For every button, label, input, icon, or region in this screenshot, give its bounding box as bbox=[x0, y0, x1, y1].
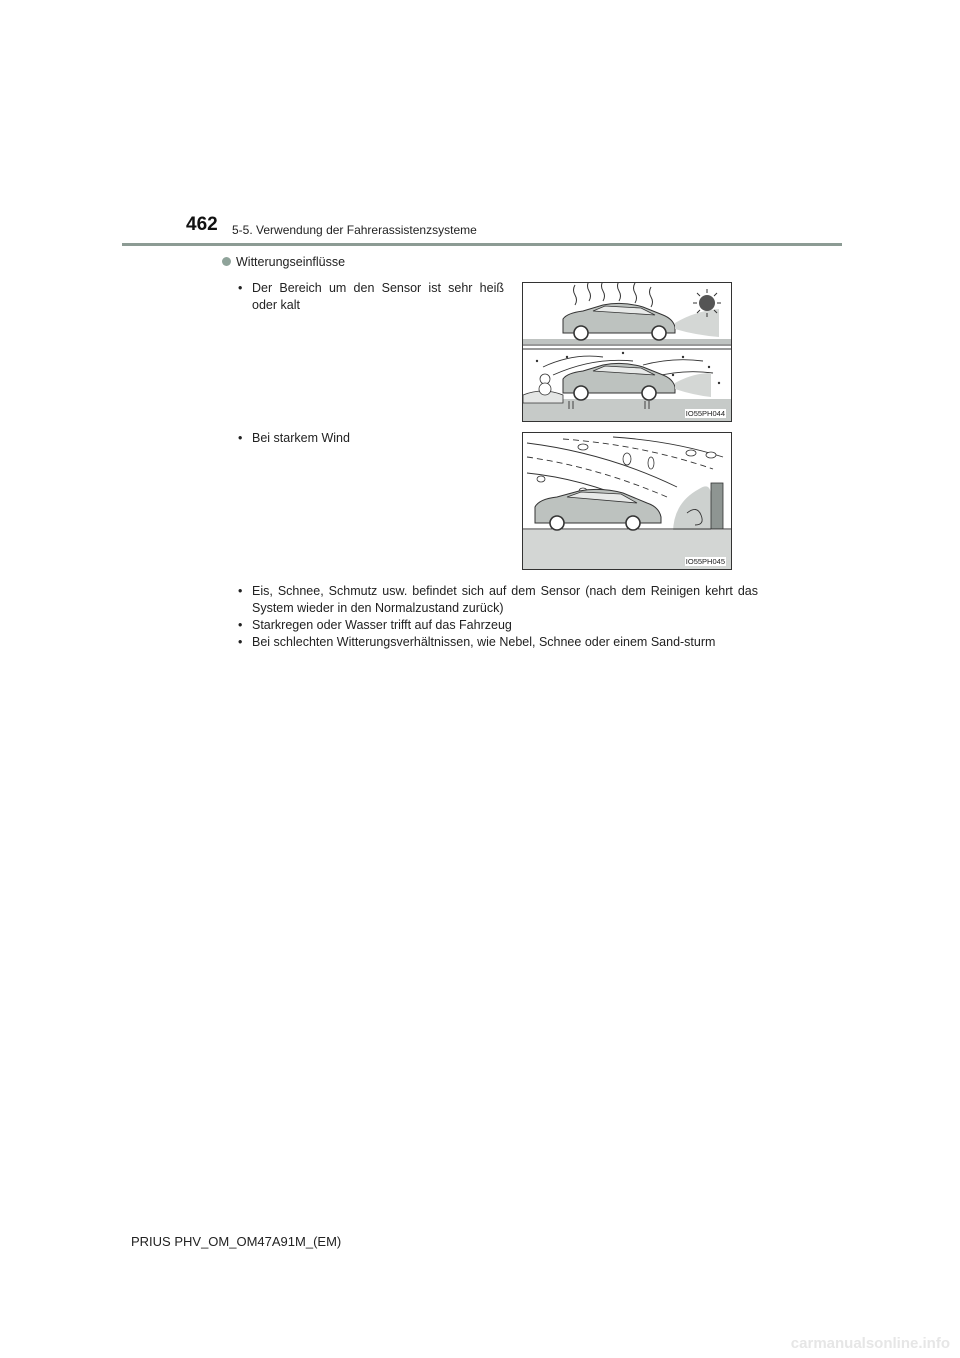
list-item-heavy-rain bbox=[238, 617, 758, 634]
list-item-text: Bei starkem Wind bbox=[252, 431, 350, 445]
car-strong-wind-illustration bbox=[523, 433, 731, 569]
list-item-strong-wind bbox=[238, 430, 504, 447]
list-item-ice-snow bbox=[238, 583, 758, 617]
bullet-mark: • bbox=[238, 635, 243, 649]
bullet-dot-icon bbox=[222, 257, 231, 266]
list-item-text: Starkregen oder Wasser trifft auf das Fahrzeug bbox=[252, 618, 512, 632]
bullet-mark: • bbox=[238, 618, 243, 632]
header-rule bbox=[122, 243, 842, 246]
list-item-text: Eis, Schnee, Schmutz usw. befindet sich auf dem Sensor (nach dem Reinigen kehrt das System wieder in den Normalzustand zurück) bbox=[252, 584, 758, 615]
page-number: 462 bbox=[186, 214, 218, 235]
car-hot-cold-illustration bbox=[523, 283, 731, 421]
list-item-hot-cold bbox=[238, 280, 504, 314]
section-title: 5-5. Verwendung der Fahrerassistenzsysteme bbox=[232, 223, 477, 237]
list-item-text: Der Bereich um den Sensor ist sehr heiß oder kalt bbox=[252, 281, 504, 312]
figure-code: IO55PH045 bbox=[685, 557, 725, 566]
watermark: carmanualsonline.info bbox=[790, 1335, 950, 1352]
bullet-mark: • bbox=[238, 281, 243, 295]
list-item-text: Bei schlechten Witterungsverhältnissen, wie Nebel, Schnee oder einem Sand-sturm bbox=[252, 635, 716, 649]
topic-heading bbox=[222, 255, 345, 269]
bullet-mark: • bbox=[238, 584, 243, 598]
figure-hot-cold bbox=[522, 282, 732, 422]
footer-doc-id: PRIUS PHV_OM_OM47A91M_(EM) bbox=[131, 1234, 342, 1249]
topic-title: Witterungseinflüsse bbox=[236, 255, 346, 269]
figure-strong-wind bbox=[522, 432, 732, 570]
figure-code: IO55PH044 bbox=[685, 409, 725, 418]
bullet-mark: • bbox=[238, 431, 243, 445]
list-item-bad-weather bbox=[238, 634, 758, 651]
